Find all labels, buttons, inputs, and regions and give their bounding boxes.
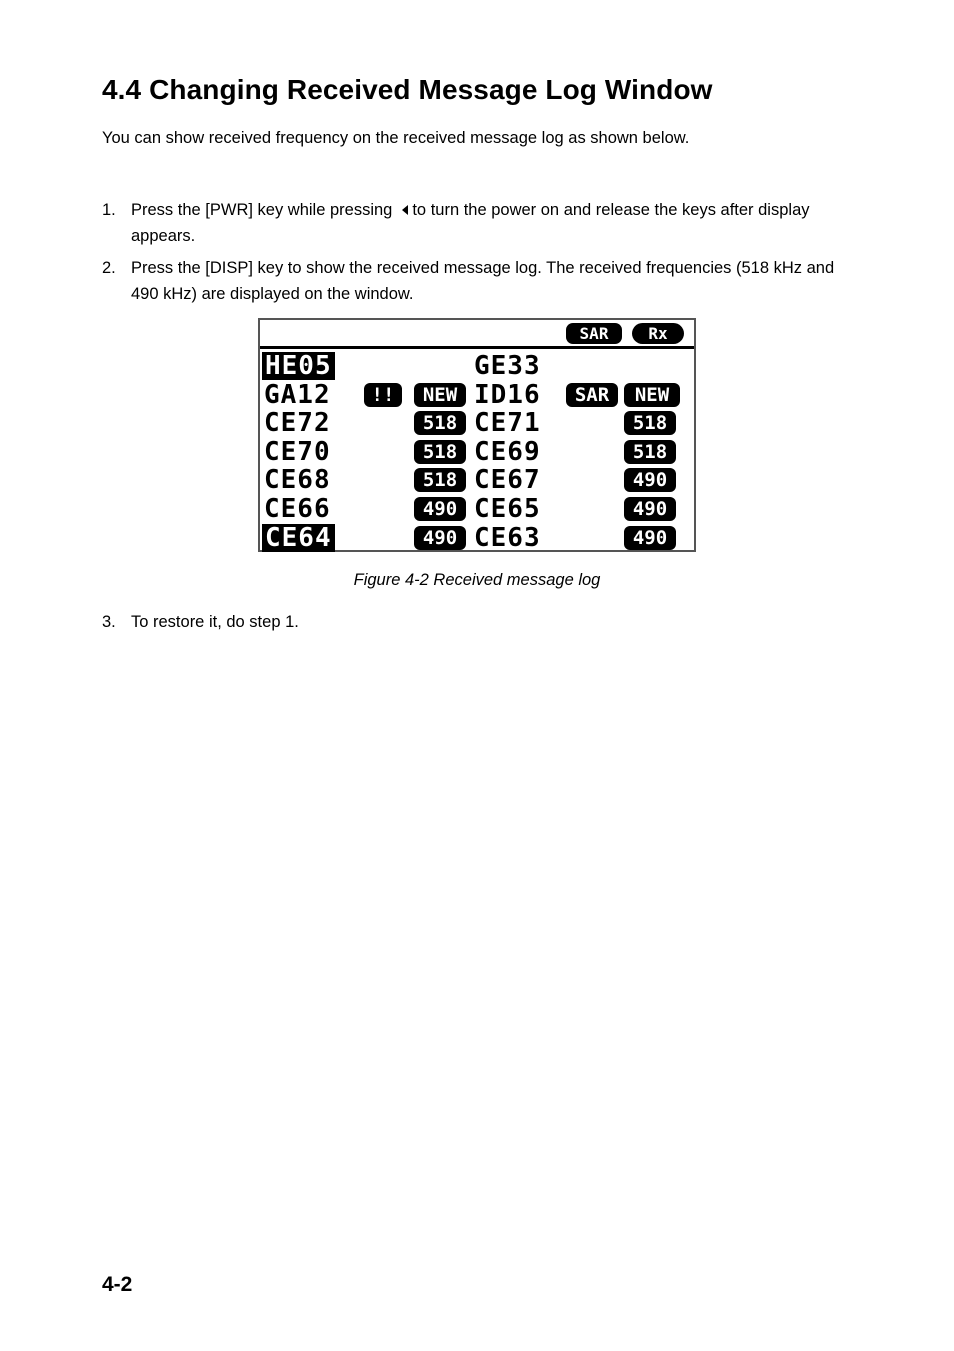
lcd-freq-right: 490	[624, 497, 676, 521]
lcd-tag-right-2: NEW	[624, 383, 680, 407]
lcd-freq-right: 490	[624, 468, 676, 492]
lcd-id-right: GE33	[474, 351, 541, 381]
lcd-status-bar	[260, 320, 694, 349]
lcd-id-right: CE69	[474, 436, 541, 467]
lcd-freq-left: 490	[414, 526, 466, 550]
lcd-id-left: GA12	[264, 379, 331, 410]
lcd-id-left: CE68	[264, 465, 331, 496]
lcd-id-right: CE71	[474, 408, 541, 439]
lcd-display	[258, 318, 696, 552]
left-triangle-icon	[402, 205, 408, 215]
lcd-freq-left: 518	[414, 468, 466, 492]
sar-badge: SAR	[566, 323, 622, 344]
lcd-tag-left-2: NEW	[414, 383, 466, 407]
lcd-id-left: CE72	[264, 408, 331, 439]
lcd-id-right: CE63	[474, 522, 541, 553]
figure-caption: Figure 4-2 Received message log	[353, 571, 601, 589]
step-text: To restore it, do step 1.	[131, 613, 299, 631]
lcd-id-left: CE66	[264, 494, 331, 524]
page-number: 4-2	[102, 1273, 133, 1296]
lcd-tag-right: SAR	[566, 383, 618, 407]
step-number: 2.	[102, 259, 116, 277]
step-text-a: Press the [PWR] key while pressing	[131, 201, 393, 219]
lcd-freq-right: 518	[624, 440, 676, 464]
lcd-freq-left: 518	[414, 440, 466, 464]
lcd-id-right: ID16	[474, 379, 541, 410]
lcd-id-left: HE05	[262, 352, 335, 380]
step-number: 1.	[102, 201, 116, 219]
lcd-freq-right: 490	[624, 526, 676, 550]
lcd-id-left: CE64	[262, 524, 335, 552]
lcd-id-right: CE65	[474, 494, 541, 524]
lcd-freq-left: 490	[414, 497, 466, 521]
step-2	[102, 255, 862, 307]
rx-badge: Rx	[632, 323, 684, 344]
lcd-freq-left: 518	[414, 411, 466, 435]
step-3	[102, 609, 862, 635]
section-title: 4.4 Changing Received Message Log Window	[102, 74, 713, 105]
step-number: 3.	[102, 613, 116, 631]
step-text-b: to turn the power on and release the keys after display appears.	[131, 201, 810, 245]
lcd-freq-right: 518	[624, 411, 676, 435]
lcd-tag-left: !!	[364, 383, 402, 407]
step-text: Press the [DISP] key to show the received message log. The received frequencies (518 kHz and 490 kHz) are displayed on the window.	[131, 259, 835, 303]
intro-text: You can show received frequency on the received message log as shown below.	[102, 129, 690, 147]
step-1	[102, 197, 862, 249]
lcd-id-right: CE67	[474, 465, 541, 496]
lcd-id-left: CE70	[264, 436, 331, 467]
